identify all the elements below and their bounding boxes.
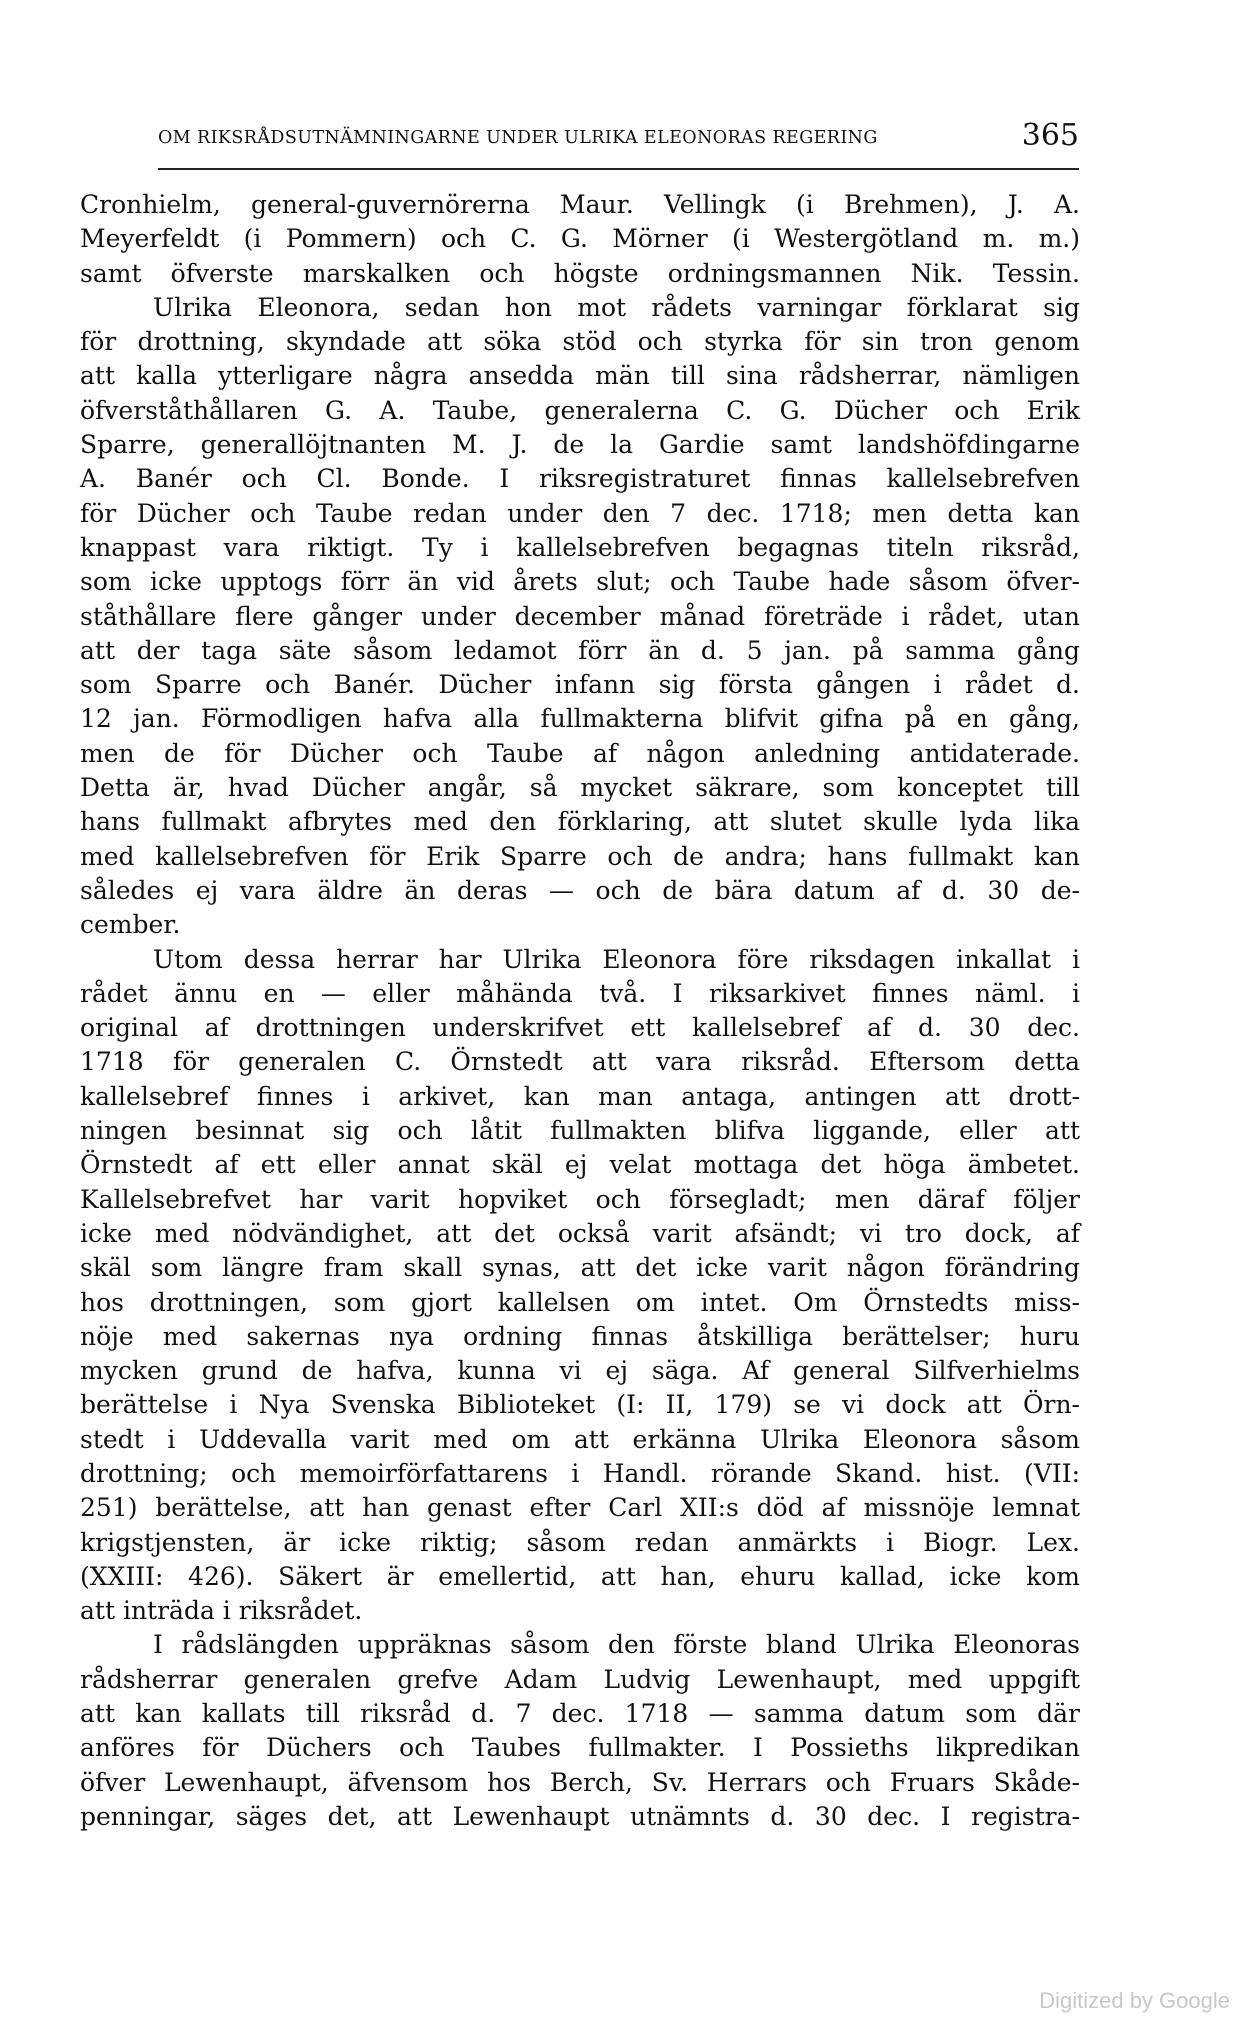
- text-line: anföres för Düchers och Taubes fullmakter. I Possieths likpredikan: [80, 1733, 1080, 1763]
- text-line: ståthållare flere gånger under december månad företräde i rådet, utan: [80, 601, 1080, 631]
- text-line: öfver Lewenhaupt, äfvensom hos Berch, Sv. Herrars och Fruars Skåde-: [80, 1767, 1080, 1797]
- watermark: Digitized by Google: [1039, 1988, 1230, 2013]
- text-line: mycken grund de hafva, kunna vi ej säga. Af general Silfverhielms: [80, 1356, 1080, 1386]
- text-line: 12 jan. Förmodligen hafva alla fullmakterna blifvit gifna på en gång,: [80, 704, 1080, 734]
- text-line: att kalla ytterligare några ansedda män till sina rådsherrar, nämligen: [80, 361, 1080, 391]
- text-line: knappast vara riktigt. Ty i kallelsebrefven begagnas titeln riksråd,: [80, 532, 1080, 562]
- text-line: att kan kallats till riksråd d. 7 dec. 1718 — samma datum som där: [80, 1699, 1080, 1729]
- text-line: A. Banér och Cl. Bonde. I riksregistraturet finnas kallelsebrefven: [80, 464, 1080, 494]
- text-line: samt öfverste marskalken och högste ordningsmannen Nik. Tessin.: [80, 258, 1080, 288]
- text-line: krigstjensten, är icke riktig; såsom redan anmärkts i Biogr. Lex.: [80, 1527, 1080, 1557]
- text-line: penningar, säges det, att Lewenhaupt utnämnts d. 30 dec. I registra-: [80, 1801, 1080, 1831]
- text-line: Ulrika Eleonora, sedan hon mot rådets varningar förklarat sig: [153, 292, 1080, 322]
- text-line: Kallelsebrefvet har varit hopviket och försegladt; men däraf följer: [80, 1184, 1080, 1214]
- text-line: 251) berättelse, att han genast efter Carl XII:s död af missnöje lemnat: [80, 1493, 1080, 1523]
- text-line: rådsherrar generalen grefve Adam Ludvig Lewenhaupt, med uppgift: [80, 1664, 1080, 1694]
- text-line: med kallelsebrefven för Erik Sparre och de andra; hans fullmakt kan: [80, 841, 1080, 871]
- text-line: original af drottningen underskrifvet ett kallelsebref af d. 30 dec.: [80, 1013, 1080, 1043]
- text-line: cember.: [80, 910, 181, 940]
- text-line: att der taga säte såsom ledamot förr än d. 5 jan. på samma gång: [80, 635, 1080, 665]
- text-line: öfverståthållaren G. A. Taube, generalerna C. G. Dücher och Erik: [80, 395, 1080, 425]
- running-head: [158, 118, 1079, 158]
- body-text: [80, 188, 1080, 1834]
- text-line: rådet ännu en — eller måhända två. I riksarkivet finnes näml. i: [80, 978, 1080, 1008]
- header-rule: [158, 168, 1079, 170]
- text-line: Utom dessa herrar har Ulrika Eleonora före riksdagen inkallat i: [153, 944, 1080, 974]
- text-line: skäl som längre fram skall synas, att det icke varit någon förändring: [80, 1253, 1080, 1283]
- text-line: stedt i Uddevalla varit med om att erkänna Ulrika Eleonora såsom: [80, 1424, 1080, 1454]
- text-line: således ej vara äldre än deras — och de bära datum af d. 30 de-: [80, 875, 1080, 905]
- text-line: för Dücher och Taube redan under den 7 dec. 1718; men detta kan: [80, 498, 1080, 528]
- text-line: som icke upptogs förr än vid årets slut; och Taube hade såsom öfver-: [80, 567, 1080, 597]
- text-line: Detta är, hvad Dücher angår, så mycket säkrare, som konceptet till: [80, 773, 1080, 803]
- text-line: kallelsebref finnes i arkivet, kan man antaga, antingen att drott-: [80, 1081, 1080, 1111]
- text-line: Cronhielm, general-guvernörerna Maur. Vellingk (i Brehmen), J. A.: [80, 190, 1080, 219]
- page-number: 365: [1021, 118, 1079, 153]
- text-line: men de för Dücher och Taube af någon anledning antidaterade.: [80, 738, 1080, 768]
- text-line: Meyerfeldt (i Pommern) och C. G. Mörner (i Westergötland m. m.): [80, 224, 1080, 254]
- text-line: nöje med sakernas nya ordning finnas åtskilliga berättelser; huru: [80, 1321, 1080, 1351]
- text-line: (XXIII: 426). Säkert är emellertid, att han, ehuru kallad, icke kom: [80, 1561, 1080, 1591]
- text-line: för drottning, skyndade att söka stöd och styrka för sin tron genom: [80, 327, 1080, 357]
- text-line: 1718 för generalen C. Örnstedt att vara riksråd. Eftersom detta: [80, 1047, 1080, 1077]
- text-line: berättelse i Nya Svenska Biblioteket (I: II, 179) se vi dock att Örn-: [80, 1390, 1080, 1420]
- text-line: som Sparre och Banér. Dücher infann sig första gången i rådet d.: [80, 670, 1080, 700]
- text-line: drottning; och memoirförfattarens i Handl. rörande Skand. hist. (VII:: [80, 1458, 1080, 1488]
- text-line: I rådslängden uppräknas såsom den förste bland Ulrika Eleonoras: [153, 1630, 1080, 1660]
- text-line: ningen besinnat sig och låtit fullmakten blifva liggande, eller att: [80, 1116, 1080, 1146]
- text-line: Sparre, generallöjtnanten M. J. de la Gardie samt landshöfdingarne: [80, 430, 1080, 460]
- text-line: icke med nödvändighet, att det också varit afsändt; vi tro dock, af: [80, 1218, 1080, 1248]
- text-line: att inträda i riksrådet.: [80, 1596, 363, 1626]
- text-line: Örnstedt af ett eller annat skäl ej velat mottaga det höga ämbetet.: [80, 1150, 1080, 1180]
- text-line: hans fullmakt afbrytes med den förklaring, att slutet skulle lyda lika: [80, 807, 1080, 837]
- running-title: OM RIKSRÅDSUTNÄMNINGARNE UNDER ULRIKA ELEONORAS REGERING: [158, 128, 878, 148]
- text-line: hos drottningen, som gjort kallelsen om intet. Om Örnstedts miss-: [80, 1287, 1080, 1317]
